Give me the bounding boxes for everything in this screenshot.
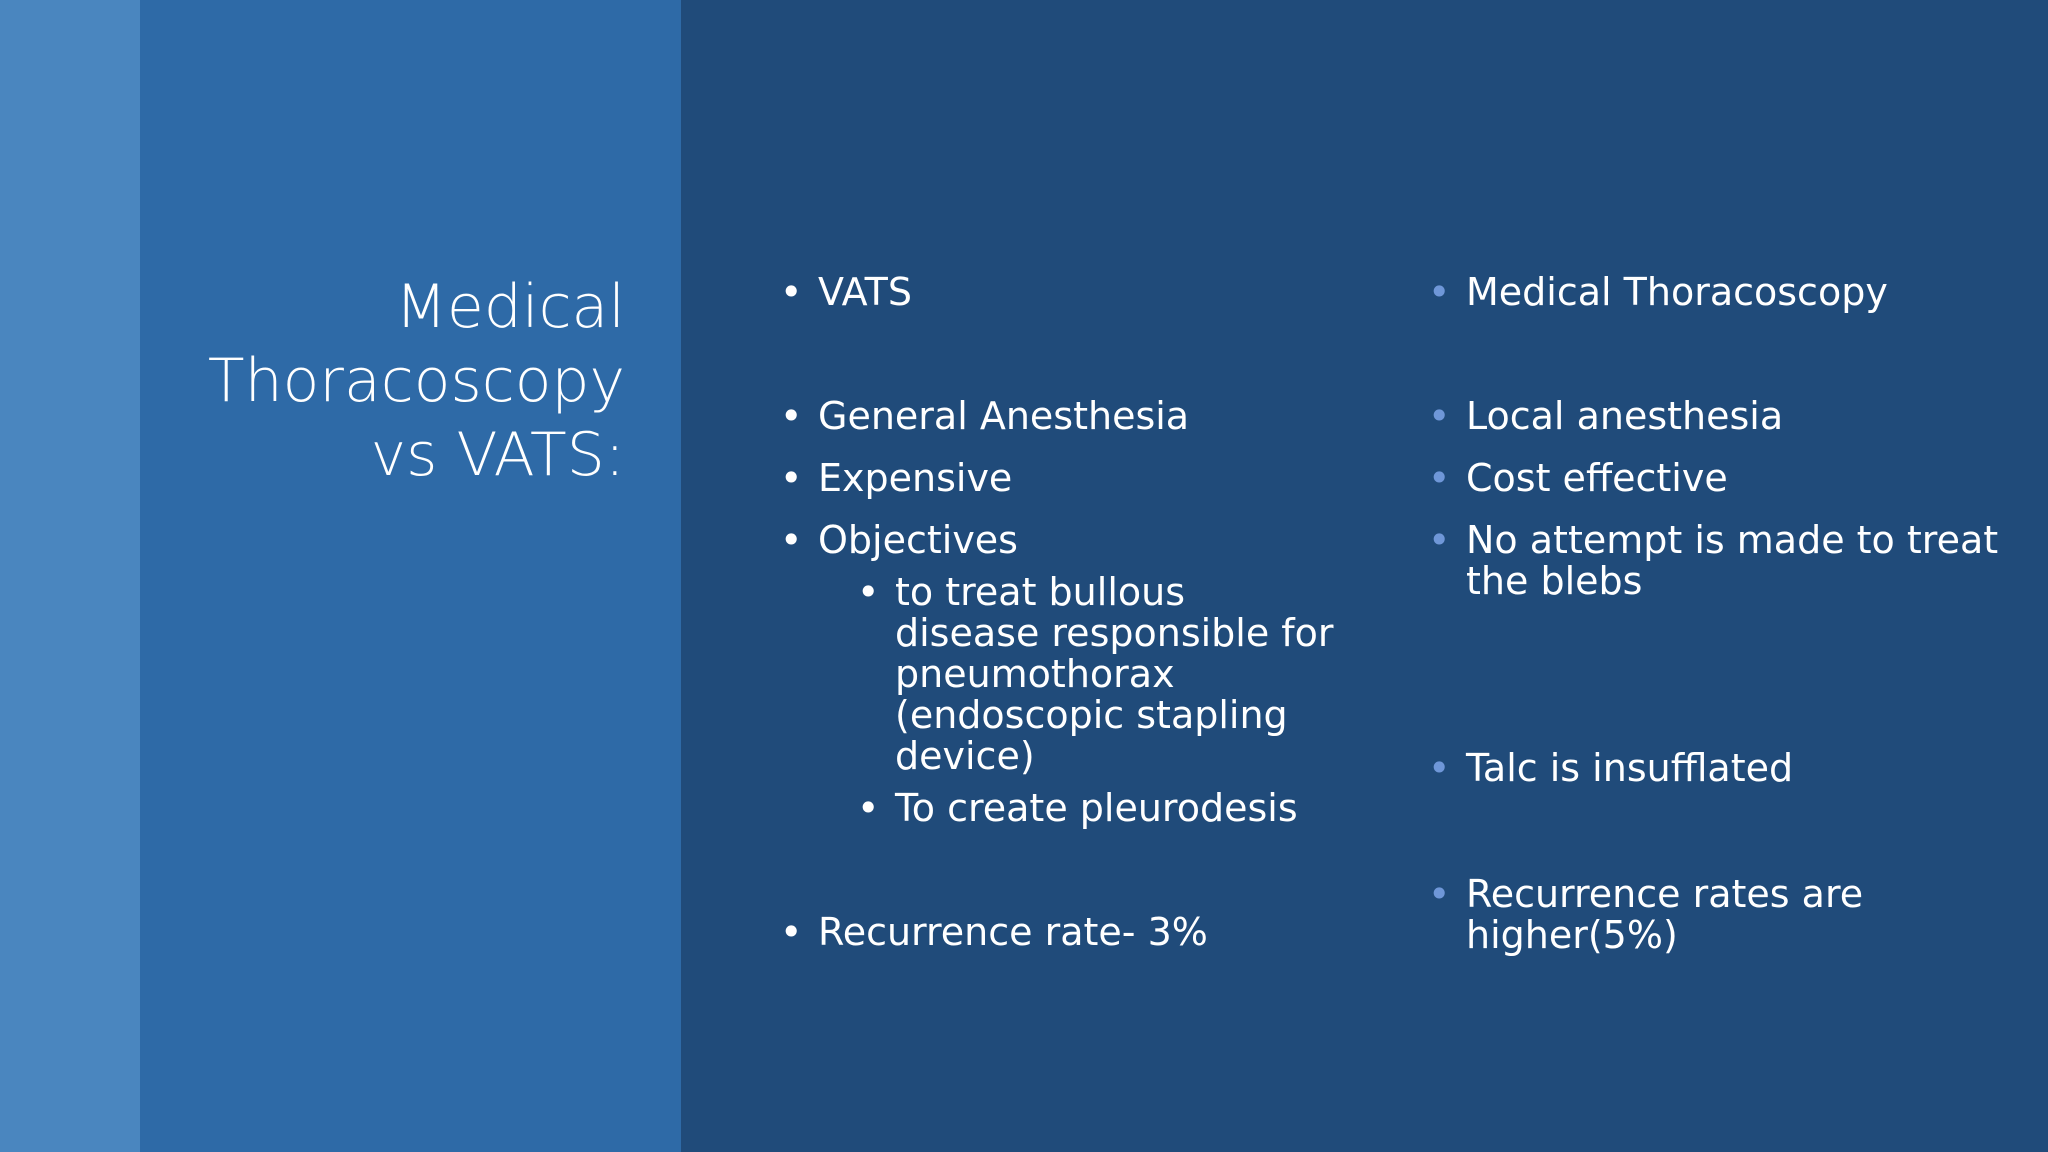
mt-anesthesia: Local anesthesia bbox=[1466, 394, 1784, 438]
vats-objectives: Objectives bbox=[818, 518, 1018, 562]
vats-recurrence: Recurrence rate- 3% bbox=[818, 910, 1208, 954]
list-item bbox=[1428, 396, 2006, 437]
list-item bbox=[1428, 520, 2006, 602]
mt-recurrence: Recurrence rates are higher(5%) bbox=[1466, 872, 1864, 957]
mt-blebs: No attempt is made to treat the blebs bbox=[1466, 518, 1999, 603]
list-item bbox=[780, 396, 1358, 437]
accent-band-light bbox=[0, 0, 140, 1152]
bullet-icon: • bbox=[1428, 456, 1451, 500]
bullet-icon: • bbox=[780, 270, 803, 314]
title-line-1: Medical bbox=[395, 272, 625, 342]
list-item bbox=[1428, 748, 2006, 789]
vats-objective-pleurodesis: To create pleurodesis bbox=[895, 786, 1298, 830]
sub-list-item bbox=[857, 572, 1335, 777]
list-item bbox=[1428, 874, 2006, 956]
list-item-mt-heading bbox=[1428, 272, 2006, 313]
vats-anesthesia: General Anesthesia bbox=[818, 394, 1190, 438]
bullet-icon: • bbox=[780, 394, 803, 438]
bullet-icon: • bbox=[780, 910, 803, 954]
bullet-icon: • bbox=[780, 518, 803, 562]
list-item bbox=[780, 912, 1358, 953]
bullet-icon: • bbox=[1428, 270, 1451, 314]
mt-talc: Talc is insufflated bbox=[1466, 746, 1794, 790]
title-line-2: Thoracoscopy bbox=[207, 346, 625, 416]
vats-objective-bullous: to treat bullous disease responsible for pneumothorax (endoscopic stapling device) bbox=[895, 570, 1334, 778]
bullet-icon: • bbox=[857, 570, 880, 614]
bullet-icon: • bbox=[1428, 872, 1451, 916]
bullet-icon: • bbox=[1428, 746, 1451, 790]
mt-heading: Medical Thoracoscopy bbox=[1466, 270, 1888, 314]
list-item bbox=[780, 520, 1358, 561]
list-item bbox=[1428, 458, 2006, 499]
title-line-3: vs VATS: bbox=[370, 420, 625, 490]
slide-title bbox=[160, 270, 625, 492]
title-panel bbox=[140, 0, 681, 1152]
bullet-icon: • bbox=[780, 456, 803, 500]
mt-cost: Cost effective bbox=[1466, 456, 1728, 500]
bullet-icon: • bbox=[857, 786, 880, 830]
sub-list-item bbox=[857, 788, 1335, 829]
bullet-icon: • bbox=[1428, 394, 1451, 438]
list-item bbox=[780, 458, 1358, 499]
vats-heading: VATS bbox=[818, 270, 912, 314]
list-item-vats-heading bbox=[780, 272, 1358, 313]
bullet-icon: • bbox=[1428, 518, 1451, 562]
vats-cost: Expensive bbox=[818, 456, 1013, 500]
